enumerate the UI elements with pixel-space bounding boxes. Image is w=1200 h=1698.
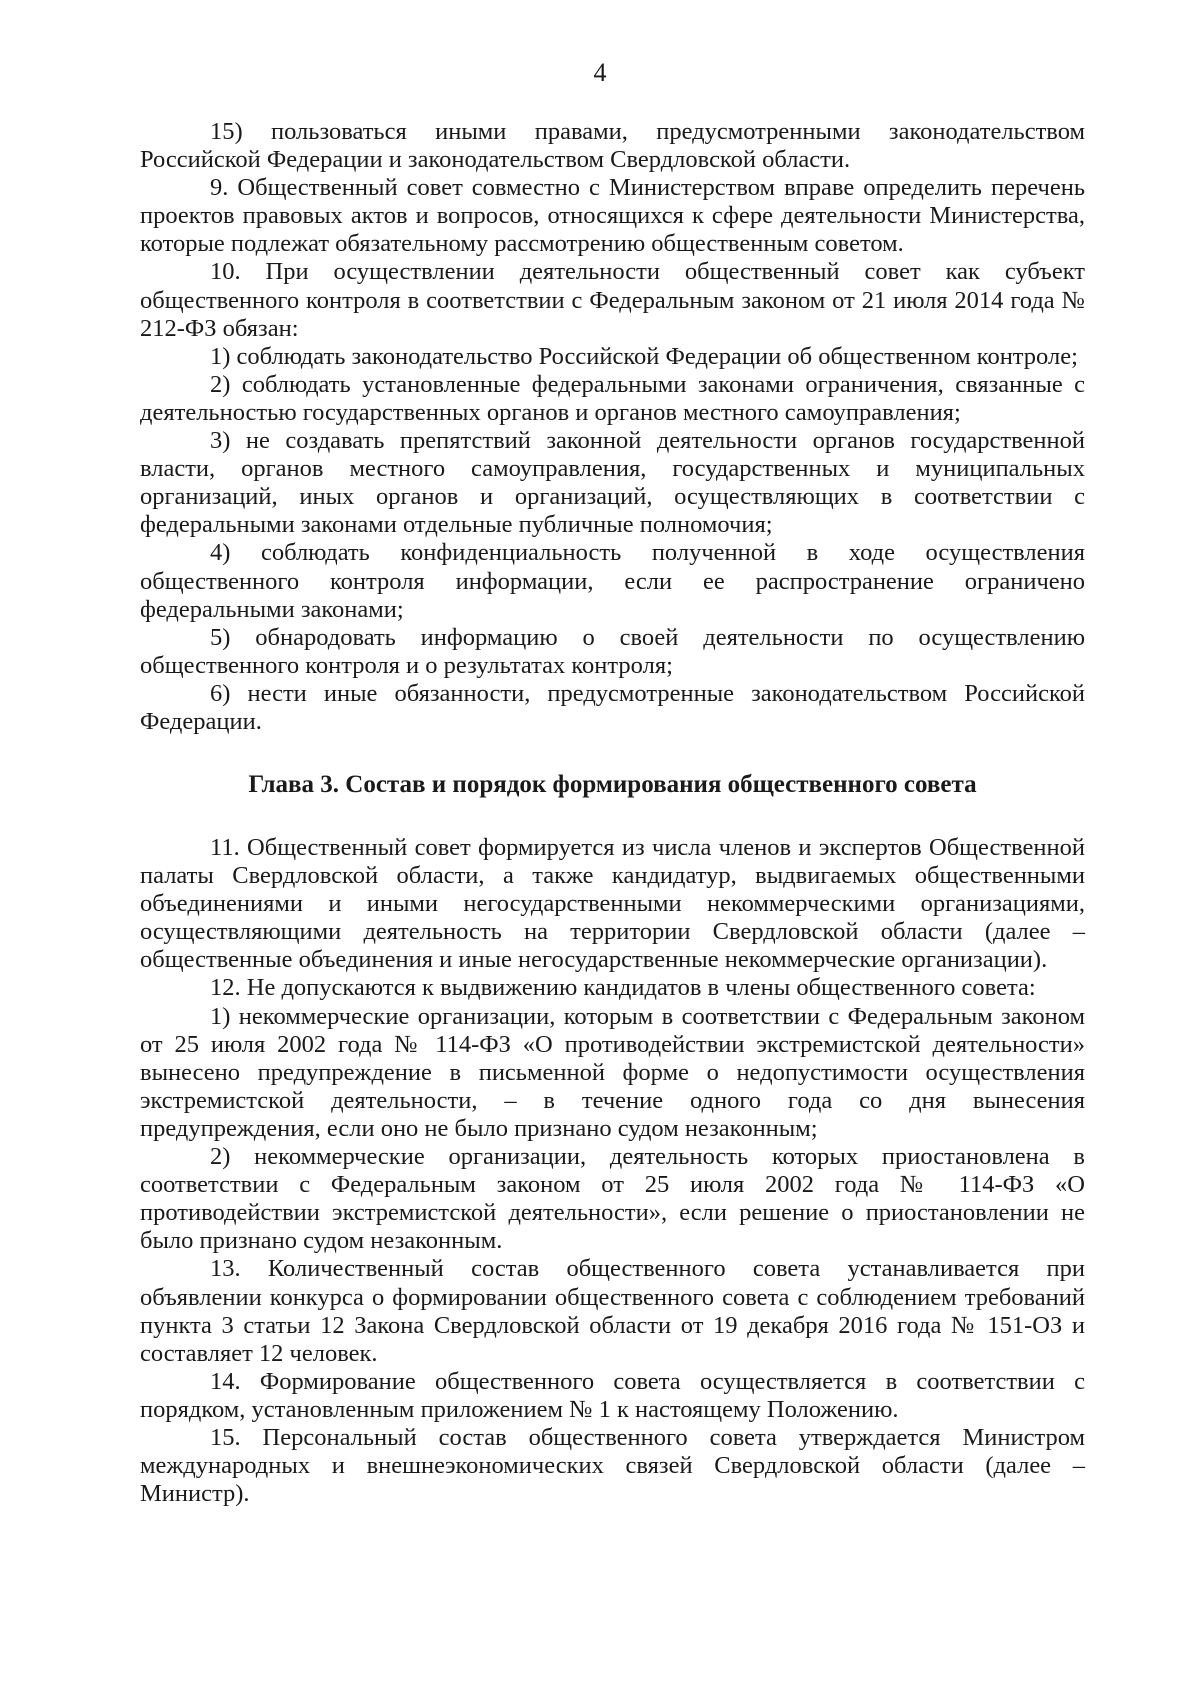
section-composition (140, 834, 1085, 1508)
paragraph: 11. Общественный совет формируется из числа членов и экспертов Общественной палаты Свердловской области, а также кандидатур, выдвигаемых общественными объединениями и иными негосударственными некоммерческими организациями, осуществляющими деятельность на территории Свердловской области (далее – общественные объединения и иные негосударственные некоммерческие организации). (140, 834, 1085, 974)
paragraph: 13. Количественный состав общественного совета устанавливается при объявлении конкурса о формировании общественного совета с соблюдением требований пункта 3 статьи 12 Закона Свердловской области от 19 декабря 2016 года № 151-ОЗ и составляет 12 человек. (140, 1255, 1085, 1367)
paragraph: 10. При осуществлении деятельности общественный совет как субъект общественного контроля в соответствии с Федеральным законом от 21 июля 2014 года № 212-ФЗ обязан: (140, 258, 1085, 342)
paragraph: 3) не создавать препятствий законной деятельности органов государственной власти, органов местного самоуправления, государственных и муниципальных организаций, иных органов и организаций, осуществляющих в соответствии с федеральными законами отдельные публичные полномочия; (140, 427, 1085, 539)
paragraph: 5) обнародовать информацию о своей деятельности по осуществлению общественного контроля и о результатах контроля; (140, 623, 1085, 679)
paragraph: 2) некоммерческие организации, деятельность которых приостановлена в соответствии с Федеральным законом от 25 июля 2002 года № 114-ФЗ «О противодействии экстремистской деятельности», если решение о приостановлении не было признано судом незаконным. (140, 1143, 1085, 1255)
paragraph: 15. Персональный состав общественного совета утверждается Министром международных и внешнеэкономических связей Свердловской области (далее – Министр). (140, 1423, 1085, 1508)
paragraph: 1) некоммерческие организации, которым в соответствии с Федеральным законом от 25 июля 2002 года № 114-ФЗ «О противодействии экстремистской деятельности» вынесено предупреждение в письменной форме о недопустимости осуществления экстремистской деятельности, – в течение одного года со дня вынесения предупреждения, если оно не было признано судом незаконным; (140, 1002, 1085, 1142)
paragraph: 12. Не допускаются к выдвижению кандидатов в члены общественного совета: (210, 974, 1036, 1002)
paragraph: 4) соблюдать конфиденциальность полученной в ходе осуществления общественного контроля информации, если ее распространение ограничено федеральными законами; (140, 539, 1085, 623)
paragraph: 9. Общественный совет совместно с Министерством вправе определить перечень проектов правовых актов и вопросов, относящихся к сфере деятельности Министерства, которые подлежат обязательному рассмотрению общественным советом. (140, 174, 1085, 258)
chapter-heading: Глава 3. Состав и порядок формирования общественного совета (248, 771, 977, 798)
paragraph: 6) нести иные обязанности, предусмотренные законодательством Российской Федерации. (140, 679, 1085, 735)
page-number: 4 (593, 58, 607, 87)
paragraph: 2) соблюдать установленные федеральными законами ограничения, связанные с деятельностью государственных органов и органов местного самоуправления; (140, 370, 1085, 426)
section-duties (140, 118, 1085, 736)
paragraph: 14. Формирование общественного совета осуществляется в соответствии с порядком, установленным приложением № 1 к настоящему Положению. (140, 1367, 1085, 1423)
paragraph: 1) соблюдать законодательство Российской Федерации об общественном контроле; (210, 342, 1078, 370)
paragraph: 15) пользоваться иными правами, предусмотренными законодательством Российской Федерации и законодательством Свердловской области. (140, 118, 1085, 174)
